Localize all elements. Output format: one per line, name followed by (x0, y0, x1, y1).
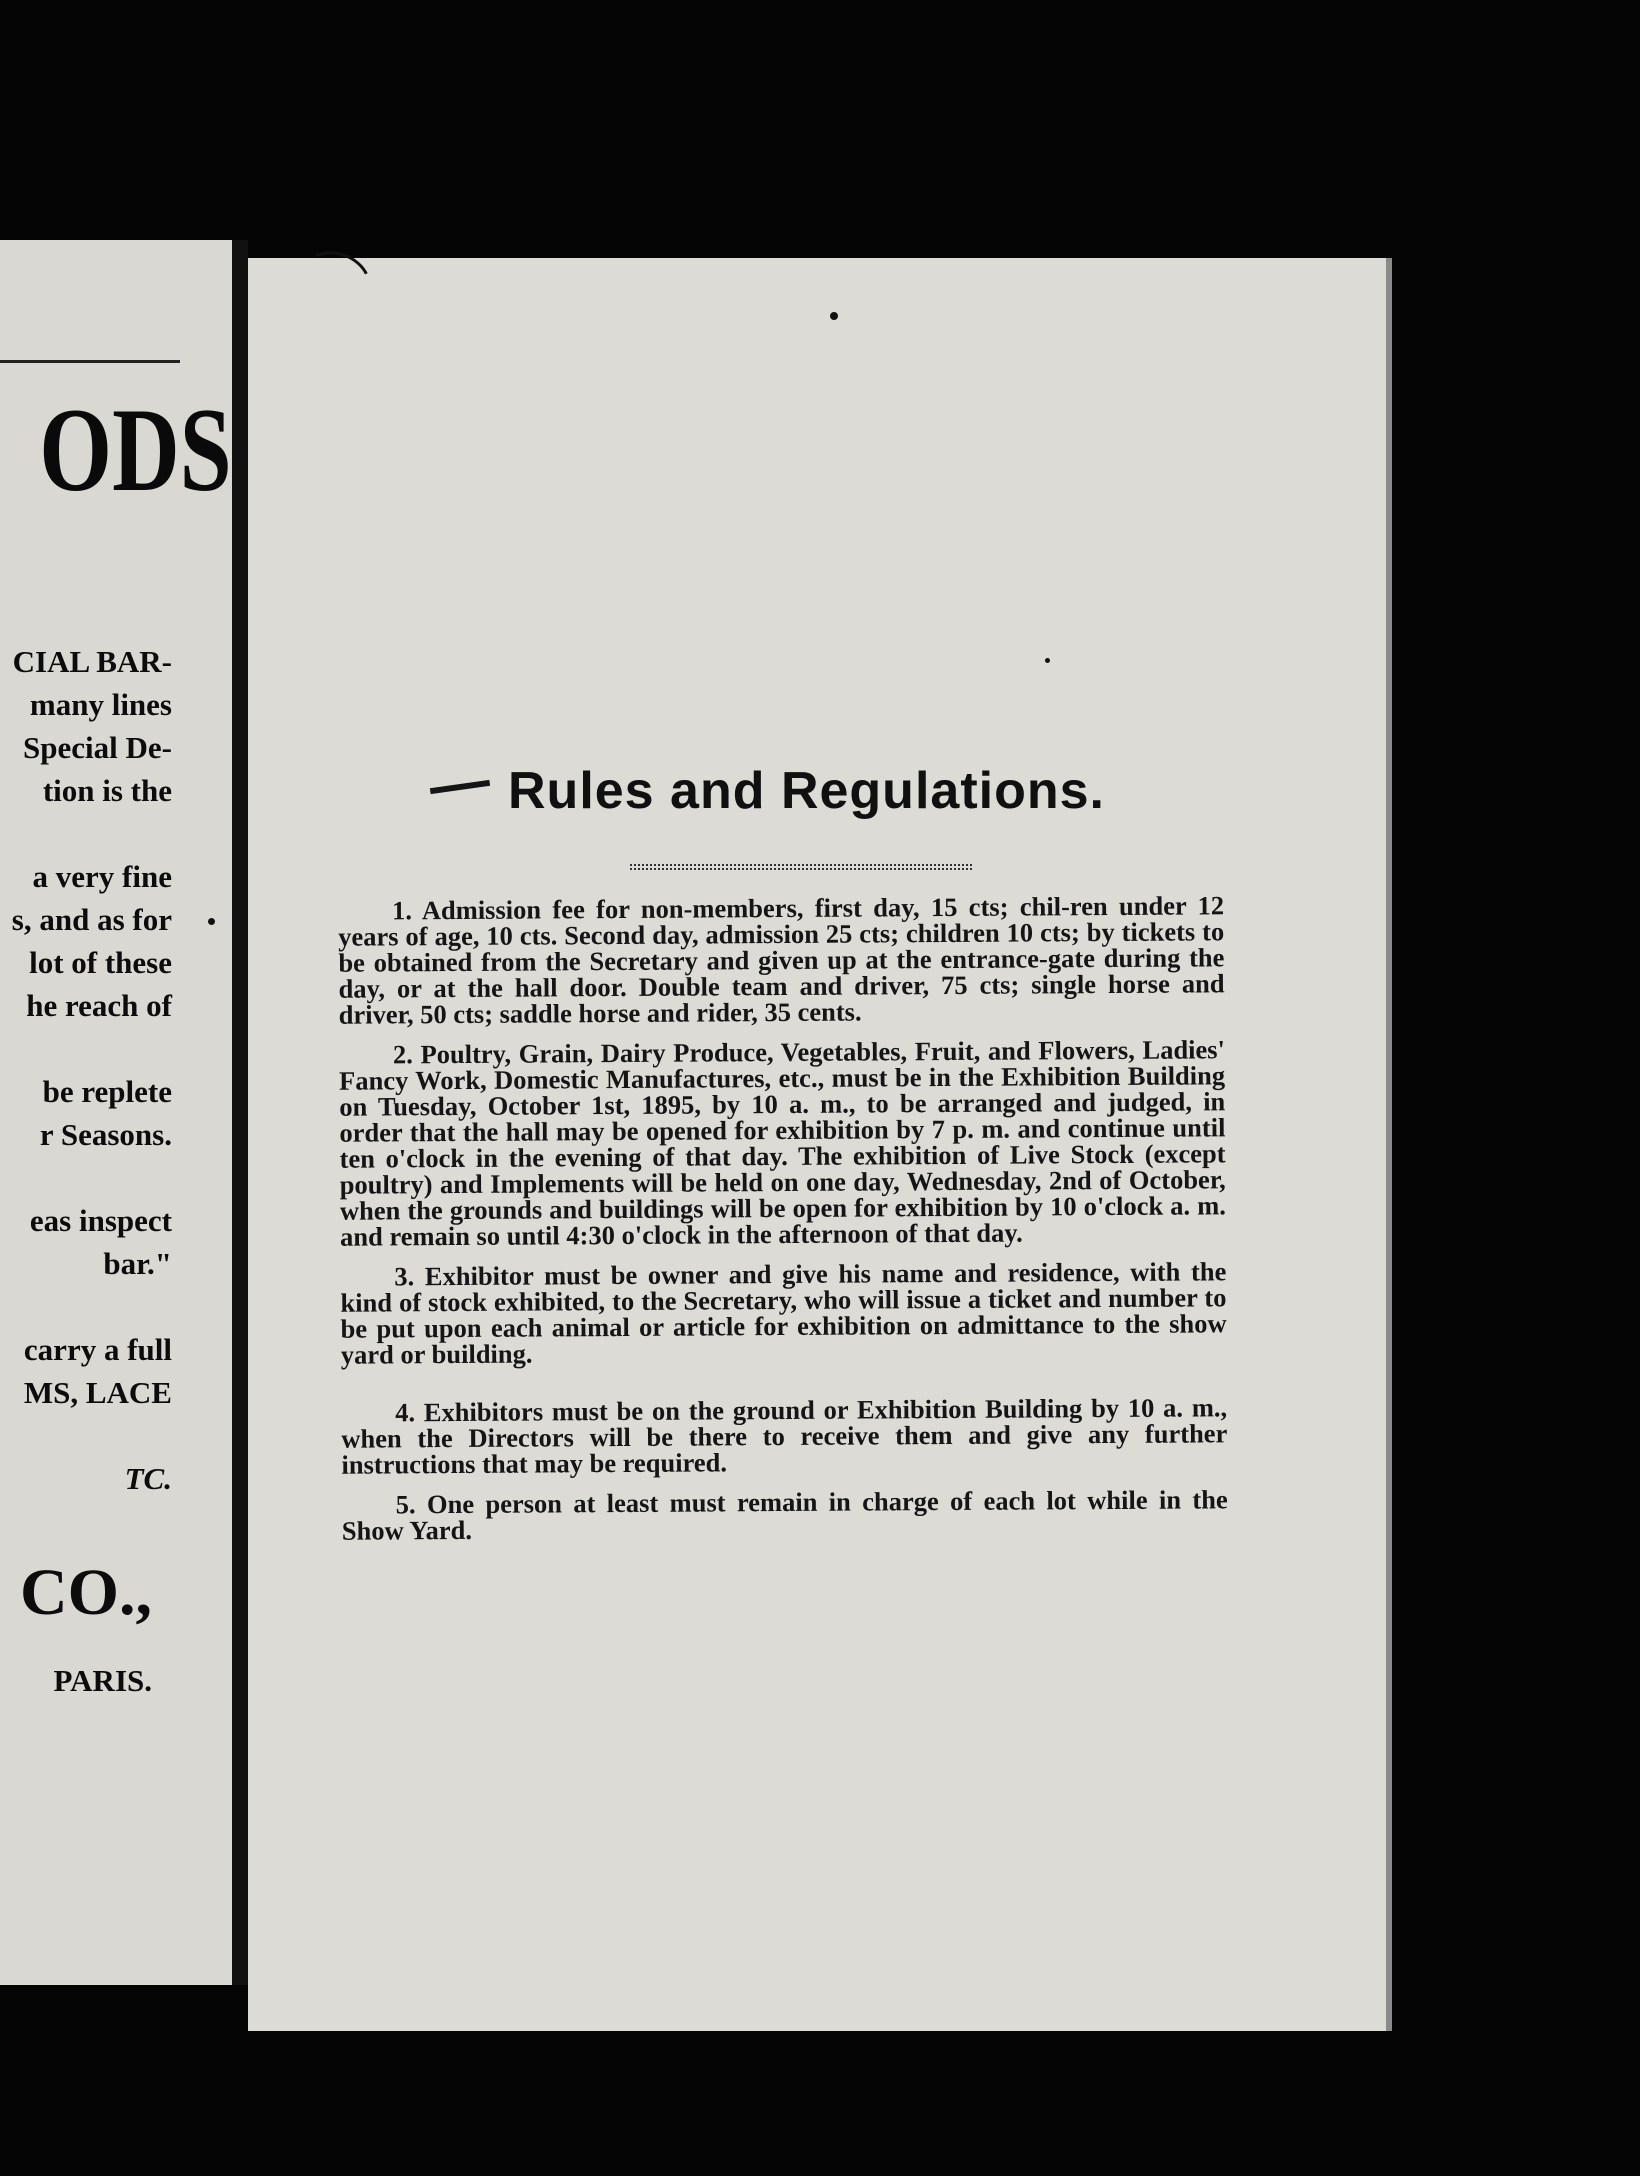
left-line: r Seasons. (39, 1117, 172, 1152)
left-line: eas inspect (29, 1203, 172, 1238)
left-line: lot of these (29, 945, 172, 980)
left-line: he reach of (26, 988, 172, 1023)
rule-item: 2. Poultry, Grain, Dairy Produce, Vegetables, Fruit, and Flowers, Ladies' Fancy Work, Domestic Manufactures, etc., must be in the Exhibition Building on Tuesday, October 1st, 1895, by 10 a. m., to be arranged and judged, in order that the hall may be opened for exhibition by 7 p. m. and continue until ten o'clock in the evening of that day. The exhibition of Live Stock (except poultry) and Implements will be held on one day, Wednesday, 2nd of October, when the grounds and buildings will be open for exhibition by 10 o'clock a. m. and remain so until 4:30 o'clock in the afternoon of that day. (339, 1034, 1226, 1252)
left-line-gap (12, 1027, 172, 1070)
left-line: bar." (103, 1246, 172, 1281)
page-edge (1386, 258, 1392, 2031)
left-text-column (12, 640, 172, 1500)
page-title: Rules and Regulations. (508, 762, 1105, 820)
ink-speck (830, 312, 838, 320)
ink-speck (208, 918, 215, 925)
left-line: Special De- (23, 730, 172, 765)
left-city: PARIS. (53, 1663, 152, 1698)
left-line: carry a full (23, 1332, 172, 1367)
stray-mark (287, 241, 381, 329)
left-line-gap (12, 1156, 172, 1199)
left-line: a very fine (32, 859, 172, 894)
left-rule (0, 360, 180, 363)
left-line: MS, LACE (23, 1375, 172, 1410)
rule-item: 3. Exhibitor must be owner and give his name and residence, with the kind of stock exhibited, to the Secretary, who will issue a ticket and number to be put upon each animal or article for exhibition on admittance to the show yard or building. (340, 1256, 1227, 1370)
left-line: many lines (29, 687, 172, 722)
rule-item: 5. One person at least must remain in charge of each lot while in the Show Yard. (341, 1484, 1228, 1546)
title-divider (630, 864, 972, 870)
left-line (12, 812, 172, 855)
rule-item: 4. Exhibitors must be on the ground or Exhibition Building by 10 a. m., when the Directors will be there to receive them and give any further instructions that may be required. (341, 1392, 1228, 1480)
left-line-gap (12, 1414, 172, 1457)
title-dash (430, 780, 490, 794)
rules-list (338, 892, 1228, 1557)
left-page-fragment (0, 240, 232, 1985)
left-line: TC. (124, 1461, 172, 1496)
right-page (248, 258, 1386, 2031)
left-company-name: CO., (20, 1556, 152, 1629)
left-line: tion is the (42, 773, 172, 808)
left-line: CIAL BAR- (12, 644, 172, 679)
left-line: be replete (42, 1074, 172, 1109)
page-gutter (232, 240, 248, 1985)
left-line: s, and as for (11, 902, 172, 937)
rule-item: 1. Admission fee for non-members, first day, 15 cts; chil-ren under 12 years of age, 10 cts. Second day, admission 25 cts; children 10 cts; by tickets to be obtained from the Secretary and given up at the entrance-gate during the day, or at the hall door. Double team and driver, 75 cts; single horse and driver, 50 cts; saddle horse and rider, 35 cents. (338, 890, 1225, 1030)
left-line-gap (12, 1285, 172, 1328)
ink-speck (1045, 658, 1050, 663)
left-heading: ODS (39, 383, 232, 516)
